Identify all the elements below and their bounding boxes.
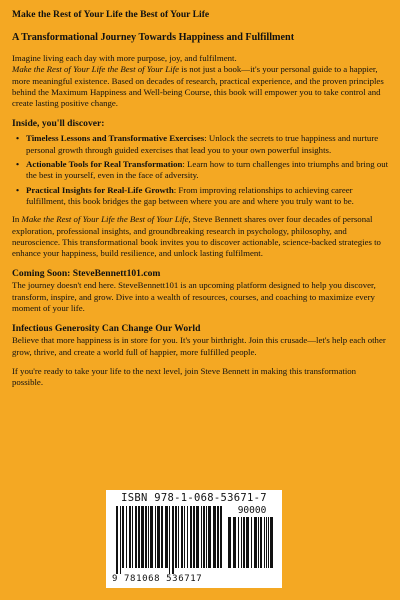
addon-number: 90000 [237, 505, 267, 516]
barcode-bar [270, 517, 273, 568]
book-title: Make the Rest of Your Life the Best of Your Life [12, 9, 210, 20]
coming-soon-heading: Coming Soon: SteveBennett101.com [12, 268, 161, 280]
barcode-bar [155, 506, 156, 568]
barcode-bar [145, 506, 147, 568]
barcode-bar [243, 517, 245, 568]
barcode-bar [120, 506, 121, 574]
barcode-bar [254, 517, 257, 568]
ean-digits: 9 781068 536717 [112, 574, 203, 584]
barcode-bar [246, 517, 249, 568]
barcode-bar [132, 506, 133, 568]
barcode-bar [138, 506, 140, 568]
barcode-bar [148, 506, 149, 568]
barcode-bar [203, 506, 205, 568]
barcode-bar [135, 506, 137, 568]
barcode-bar [175, 506, 177, 568]
author-paragraph-title: Make the Rest of Your Life the Best of Your Life [21, 214, 189, 225]
feature-item: • Timeless Lessons and Transformative Exercises: Unlock the secrets to true happiness and nurture personal growth through guided exercises that lead you to your own powerful insights. [16, 133, 379, 155]
closing-text: If you're ready to take your life to the next level, join Steve Bennett in making this transformation possible. [12, 365, 357, 388]
barcode-bar [190, 506, 192, 568]
intro-text: Imagine living each day with more purpose, joy, and fulfilment. [12, 53, 237, 63]
author-paragraph-lead: In [12, 214, 22, 225]
ean-barcode-bars [116, 506, 226, 574]
generosity-heading: Infectious Generosity Can Change Our World [12, 323, 201, 335]
inside-heading: Inside, you'll discover: [12, 118, 105, 130]
author-paragraph [12, 214, 389, 259]
barcode-bar [165, 506, 168, 568]
feature-text: : Unlock the secrets to true happiness and nurture personal growth through guided exercises that lead you to your own powerful insights. [26, 133, 379, 155]
barcode-bar [150, 506, 153, 568]
barcode-bar [172, 506, 174, 574]
barcode-bar [184, 506, 185, 568]
barcode-bar [193, 506, 195, 568]
barcode-bar [196, 506, 199, 568]
barcode-bar [178, 506, 179, 568]
generosity-text: Believe that more happiness is in store for you. It's your birthright. Join this crusade—let's help each other grow, thrive, and create a world full of happier, more fulfilled people. [12, 335, 386, 357]
book-tagline: A Transformational Journey Towards Happiness and Fulfillment [12, 32, 295, 43]
isbn-label: ISBN 978-1-068-53671-7 [121, 492, 267, 504]
author-paragraph-text: , Steve Bennett shares over four decades of personal exploration, professional insights, and groundbreaking research in psychology, philosophy, and neuroscience. This transformational book invites you to discover actionable, science-backed strategies to enhance your happiness, build resilience, and unlock lasting fulfilment. [12, 214, 381, 259]
barcode-bar [116, 506, 118, 574]
barcode-bar [264, 517, 265, 568]
description-title: Make the Rest of Your Life the Best of Your Life [12, 64, 179, 75]
barcode-bar [181, 506, 183, 568]
barcode-bar [157, 506, 160, 568]
barcode-bar [213, 506, 216, 568]
barcode-bar [129, 506, 131, 568]
barcode-bar [208, 506, 211, 568]
feature-title: Practical Insights for Real-Life Growth [26, 184, 174, 195]
feature-item: • Practical Insights for Real-Life Growth: From improving relationships to achieving career fulfillment, this book bridges the gap between where you are and where you truly want to be. [16, 184, 354, 206]
feature-title: Actionable Tools for Real Transformation [26, 159, 183, 170]
barcode-bar [122, 506, 124, 568]
barcode-bar [220, 506, 222, 568]
barcode-bar [258, 517, 259, 568]
description-text: is not just a book—it's your personal guide to a happier, more meaningful existence. Based on decades of research, practical experience, and the proven principles behind the Maximum Happiness and Well-being Course, this book will empower you to take control and create lasting positive change. [12, 64, 384, 109]
barcode-bar [126, 506, 127, 568]
feature-text: : From improving relationships to achieving career fulfillment, this book bridges the gap between where you are and where you truly want to be. [26, 184, 354, 206]
barcode-bar [206, 506, 207, 568]
barcode-bar [187, 506, 188, 568]
barcode-bar [260, 517, 262, 568]
isbn-barcode [106, 490, 282, 588]
barcode-bar [228, 517, 231, 568]
feature-text: : Learn how to turn challenges into triumphs and bring out the best in yourself, even in the face of adversity. [26, 159, 389, 181]
barcode-bar [217, 506, 219, 568]
coming-soon-text: The journey doesn't end here. SteveBennett101 is an upcoming platform designed to help you discover, transform, inspire, and grow. Dive into a wealth of resources, courses, and coaching to maximize every moment of your life. [12, 280, 376, 314]
barcode-bar [241, 517, 242, 568]
barcode-bar [268, 517, 269, 568]
barcode-bar [251, 517, 252, 568]
barcode-bar [233, 517, 236, 568]
description-paragraph [12, 64, 389, 109]
barcode-bar [238, 517, 239, 568]
barcode-bar [201, 506, 202, 568]
barcode-bar [169, 506, 170, 574]
barcode-bar [161, 506, 163, 568]
feature-title: Timeless Lessons and Transformative Exercises [26, 133, 205, 144]
barcode-bar [141, 506, 144, 568]
addon-barcode-bars [228, 517, 276, 574]
barcode-bar [266, 517, 267, 568]
feature-list [12, 133, 389, 207]
feature-item: • Actionable Tools for Real Transformation: Learn how to turn challenges into triumphs and bring out the best in yourself, even in the face of adversity. [16, 159, 389, 181]
back-cover-text [12, 9, 389, 389]
